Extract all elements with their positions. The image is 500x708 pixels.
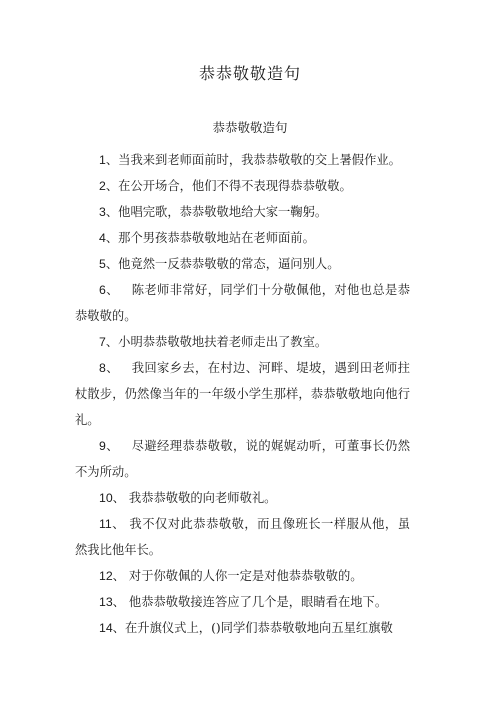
sentence-item [75,329,410,355]
sentence-item [75,173,410,199]
sentence-list [75,147,410,641]
sentence-number: 4、 [99,231,119,245]
sentence-number: 7、 [99,335,119,349]
sentence-number: 14、 [99,621,125,635]
sentence-number: 1、 [99,153,119,167]
sentence-number: 11、 [99,517,126,531]
sentence-number: 6、 [99,283,119,297]
sentence-number: 8、 [99,361,119,375]
sentence-number: 5、 [99,257,119,271]
sentence-item [75,511,410,563]
sentence-number: 10、 [99,491,125,505]
sentence-item [75,225,410,251]
sentence-text: 尽避经理恭恭敬敬，说的娓娓动听，可董事长仍然不为所动。 [75,439,410,479]
sentence-text: 对于你敬佩的人你一定是对他恭恭敬敬的。 [124,569,363,583]
sentence-item [75,277,410,329]
sentence-text: 小明恭恭敬敬地扶着老师走出了教室。 [118,335,328,349]
sentence-item [75,199,410,225]
sentence-text: 他恭恭敬敬接连答应了几个是，眼睛看在地下。 [124,595,388,609]
sentence-item [75,147,410,173]
sentence-text: 在公开场合，他们不得不表现得恭恭敬敬。 [118,179,352,193]
sentence-text: 我不仅对此恭恭敬敬，而且像班长一样服从他，虽然我比他年长。 [75,517,410,557]
sentence-text: 在升旗仪式上，()同学们恭恭敬敬地向五星红旗敬 [124,621,393,635]
sentence-text: 他唱完歌，恭恭敬敬地给大家一鞠躬。 [118,205,328,219]
sentence-item [75,355,410,433]
sentence-item [75,589,410,615]
sentence-number: 3、 [99,205,119,219]
sentence-text: 我恭恭敬敬的向老师敬礼。 [124,491,277,505]
sentence-text: 我回家乡去，在村边、河畔、堤坡，遇到田老师拄杖散步，仍然像当年的一年级小学生那样，恭恭敬敬地向他行礼。 [75,361,410,427]
sentence-number: 12、 [99,569,125,583]
page-title: 恭恭敬敬造句 [198,64,301,83]
page-subtitle: 恭恭敬敬造句 [212,120,288,135]
sentence-item [75,615,410,641]
sentence-number: 9、 [99,439,119,453]
sentence-item [75,251,410,277]
sentence-text: 那个男孩恭恭敬敬地站在老师面前。 [118,231,315,245]
sentence-item [75,485,410,511]
sentence-text: 陈老师非常好，同学们十分敬佩他，对他也总是恭恭敬敬的。 [75,283,410,323]
sentence-number: 13、 [99,595,125,609]
sentence-text: 当我来到老师面前时，我恭恭敬敬的交上暑假作业。 [118,153,401,167]
sentence-text: 他竟然一反恭恭敬敬的常态，逼问别人。 [118,257,340,271]
sentence-item [75,563,410,589]
sentence-number: 2、 [99,179,119,193]
sentence-item [75,433,410,485]
